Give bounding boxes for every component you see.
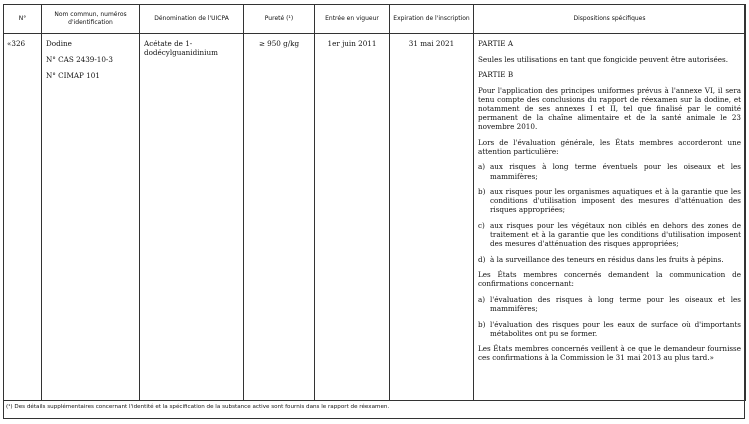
cell-specific-provisions — [474, 34, 746, 401]
partie-a-title: PARTIE A — [478, 39, 514, 48]
list-item — [478, 255, 741, 264]
header-specific-provisions: Dispositions spécifiques — [474, 4, 746, 34]
cell-expiry: 31 mai 2021 — [390, 34, 474, 401]
table-row — [4, 34, 746, 401]
header-iupac-name: Dénomination de l'UICPA — [140, 4, 244, 34]
cell-iupac-name: Acétate de 1-dodécylguanidinium — [140, 34, 244, 401]
list-item — [478, 295, 741, 313]
substance-table — [3, 4, 746, 401]
list-item — [478, 162, 741, 180]
confirm-intro: Les États membres concernés demandent la communication de confirmations concernant: — [478, 270, 741, 289]
list-item — [478, 187, 741, 214]
cell-purity: ≥ 950 g/kg — [244, 34, 315, 401]
header-entry-into-force: Entrée en vigueur — [315, 4, 390, 34]
list-item — [478, 320, 741, 338]
list-item-label: b) — [478, 319, 486, 329]
list-item-label: d) — [478, 254, 486, 264]
partie-b-title: PARTIE B — [478, 70, 514, 80]
footnote: (¹) Des détails supplémentaires concernant l'identité et la spécification de la substance active sont fournis dans le rapport de réexamen. — [6, 404, 390, 410]
list-item-text: aux risques pour les organismes aquatiques et à la garantie que les conditions d'utilisation imposent des mesures d'atténuation des risques appropriées; — [490, 187, 741, 215]
attention-intro: Lors de l'évaluation générale, les États membres accorderont une attention particulière: — [478, 137, 741, 156]
cell-common-name — [42, 34, 140, 401]
cell-entry-into-force: 1er juin 2011 — [315, 34, 390, 401]
list-item-text: aux risques à long terme éventuels pour les oiseaux et les mammifères; — [490, 162, 741, 181]
header-number: N° — [4, 4, 42, 34]
header-common-name: Nom commun, numéros d'identification — [42, 4, 140, 34]
list-item-label: c) — [478, 220, 485, 230]
list-item-text: aux risques pour les végétaux non ciblés en dehors des zones de traitement et à la garantie que les conditions d'utilisation imposent des mesures d'atténuation des risques appropriées; — [490, 220, 741, 249]
list-item-text: l'évaluation des risques pour les eaux de surface où d'importants métabolites ont pu se former. — [490, 319, 741, 338]
header-purity: Pureté (¹) — [244, 4, 315, 34]
partie-a-text: Seules les utilisations en tant que fongicide peuvent être autorisées. — [478, 54, 729, 64]
partie-b-intro: Pour l'application des principes uniformes prévus à l'annexe VI, il sera tenu compte des conclusions du rapport de réexamen sur la dodine, et notamment de ses annexes I et II, tel que finalisé par le comité permanent de la chaîne alimentaire et de la santé animale le 23 novembre 2010. — [478, 85, 741, 132]
list-item-label: a) — [478, 162, 486, 172]
closing-text: Les États membres concernés veillent à ce que le demandeur fournisse ces confirmations à la Commission le 31 mai 2013 au plus tard.» — [478, 344, 741, 363]
list-item-text: l'évaluation des risques à long terme pour les oiseaux et les mammifères; — [490, 294, 741, 314]
cell-number: «326 — [4, 34, 42, 401]
header-row — [4, 4, 746, 34]
list-item-label: b) — [478, 187, 486, 197]
header-expiry: Expiration de l'inscription — [390, 4, 474, 34]
cimap-number: N° CIMAP 101 — [46, 71, 100, 81]
cas-number: N° CAS 2439-10-3 — [46, 55, 113, 65]
list-item-label: a) — [478, 294, 486, 304]
substance-name: Dodine — [46, 39, 72, 48]
list-item — [478, 221, 741, 248]
list-item-text: à la surveillance des teneurs en résidus dans les fruits à pépins. — [490, 254, 724, 264]
